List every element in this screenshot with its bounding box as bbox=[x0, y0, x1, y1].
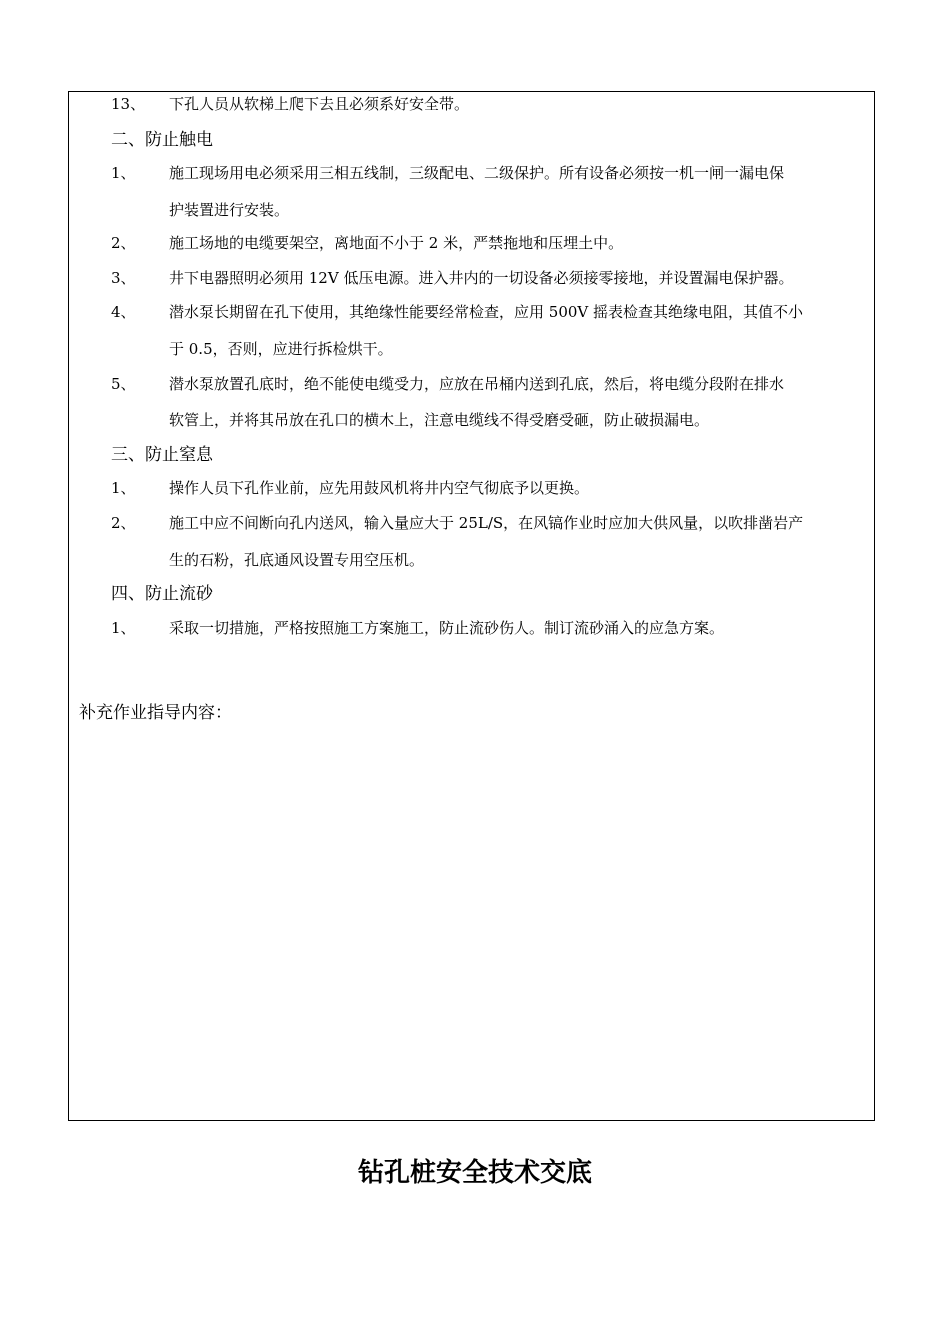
item-text: 采取一切措施，严格按照施工方案施工，防止流砂伤人。制订流砂涌入的应急方案。 bbox=[169, 619, 725, 637]
item-text: 施工场地的电缆要架空，离地面不小于 2 米，严禁拖地和压埋土中。 bbox=[169, 234, 624, 252]
section-heading-suffocation: 三、防止窒息 bbox=[111, 445, 213, 465]
item-text: 护装置进行安装。 bbox=[169, 201, 290, 219]
item-text: 井下电器照明必须用 12V 低压电源。进入井内的一切设备必须接零接地，并设置漏电保护器。 bbox=[169, 269, 794, 287]
item-text: 下孔人员从软梯上爬下去且必须系好安全带。 bbox=[169, 95, 470, 113]
item-text: 软管上，并将其吊放在孔口的横木上，注意电缆线不得受磨受砸，防止破损漏电。 bbox=[169, 411, 710, 429]
section-heading-electric: 二、防止触电 bbox=[111, 130, 213, 150]
item-number: 2、 bbox=[111, 234, 136, 252]
item-text: 于 0.5，否则，应进行拆检烘干。 bbox=[169, 340, 393, 358]
item-number: 13、 bbox=[111, 95, 146, 113]
item-number: 5、 bbox=[111, 375, 136, 393]
item-text: 潜水泵放置孔底时，绝不能使电缆受力，应放在吊桶内送到孔底，然后，将电缆分段附在排水 bbox=[169, 375, 785, 393]
section-heading-quicksand: 四、防止流砂 bbox=[111, 584, 213, 604]
item-number: 2、 bbox=[111, 514, 136, 532]
item-text: 施工现场用电必须采用三相五线制，三级配电、二级保护。所有设备必须按一机一闸一漏电保 bbox=[169, 164, 785, 182]
supplement-label: 补充作业指导内容： bbox=[79, 703, 232, 723]
item-text: 生的石粉，孔底通风设置专用空压机。 bbox=[169, 551, 425, 569]
item-number: 1、 bbox=[111, 479, 136, 497]
item-text: 潜水泵长期留在孔下使用，其绝缘性能要经常检查，应用 500V 摇表检查其绝缘电阻，其值不小 bbox=[169, 303, 804, 321]
item-text: 施工中应不间断向孔内送风，输入量应大于 25L/S，在风镐作业时应加大供风量，以吹排凿岩产 bbox=[169, 514, 804, 532]
item-number: 4、 bbox=[111, 303, 136, 321]
item-text: 操作人员下孔作业前，应先用鼓风机将井内空气彻底予以更换。 bbox=[169, 479, 590, 497]
item-number: 1、 bbox=[111, 164, 136, 182]
document-title: 钻孔桩安全技术交底 bbox=[357, 1158, 592, 1188]
item-number: 1、 bbox=[111, 619, 136, 637]
item-number: 3、 bbox=[111, 269, 136, 287]
